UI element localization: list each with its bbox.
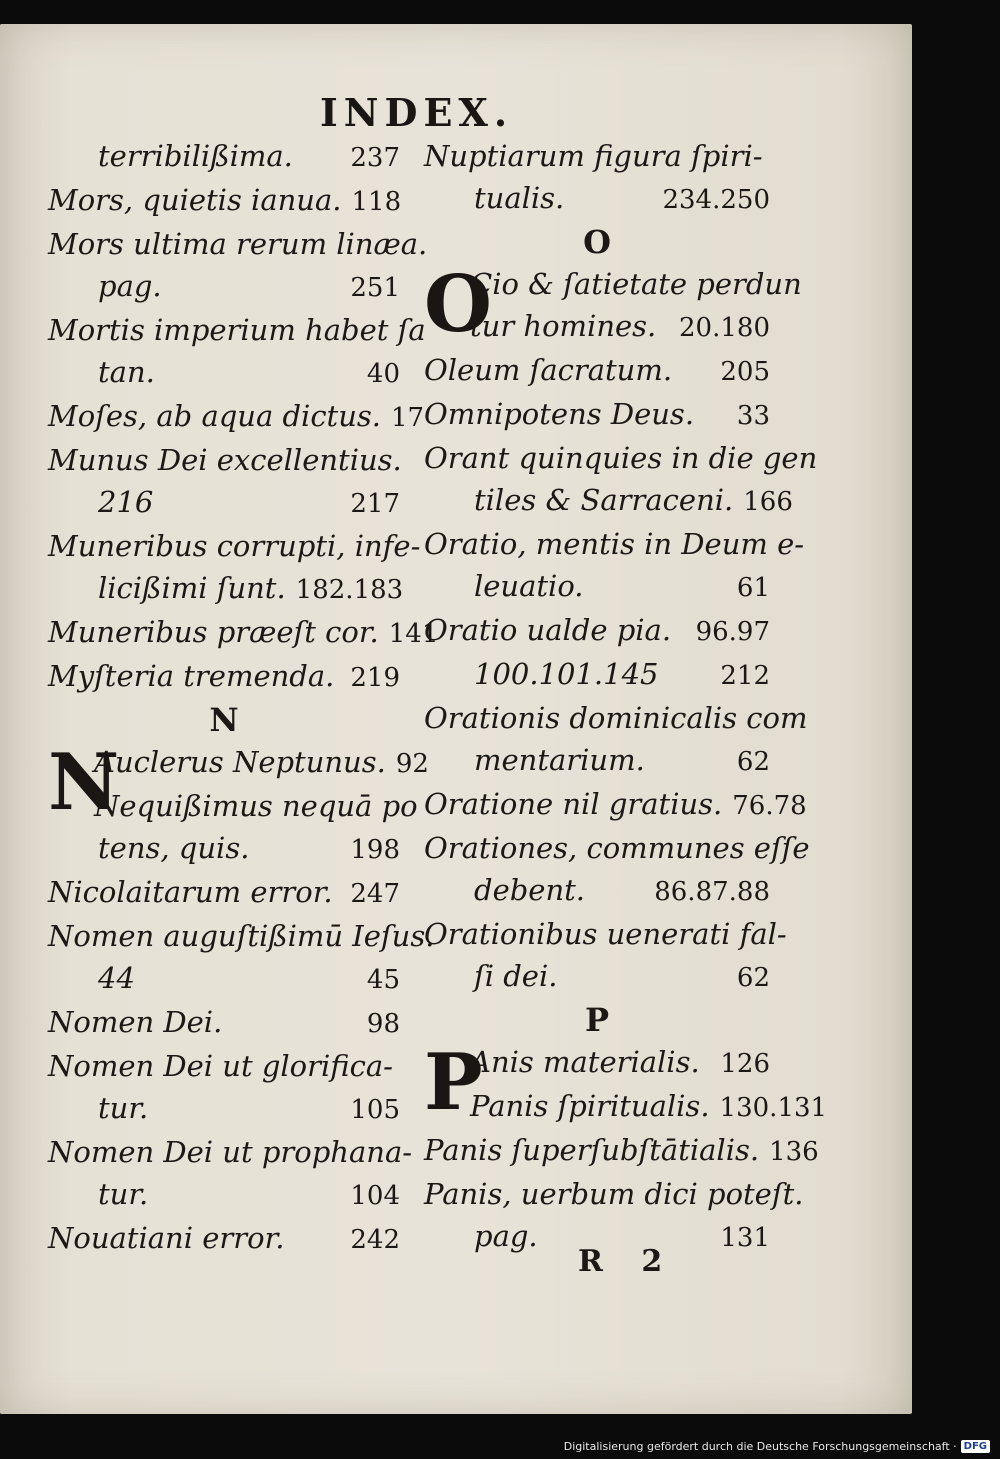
entry-text: Panis, uerbum dici poteſt. <box>424 1177 804 1211</box>
entry-text: debent. <box>474 873 586 907</box>
index-entry <box>424 565 770 609</box>
entry-pages: 86.87.88 <box>654 877 770 907</box>
entry-text: tens, quis. <box>98 831 250 865</box>
index-entry <box>48 567 404 611</box>
entry-pages: 45 <box>366 965 400 995</box>
entry-pages: 126 <box>720 1049 770 1079</box>
entry-text: mentarium. <box>474 743 645 777</box>
entry-pages: 141 <box>388 619 439 649</box>
entry-pages: 136 <box>769 1137 819 1167</box>
dfg-logo-icon: DFG <box>961 1440 990 1453</box>
index-entry <box>424 913 787 955</box>
entry-pages: 251 <box>350 273 400 303</box>
entry-pages: 247 <box>350 879 400 909</box>
entry-text: Orationis dominicalis com <box>424 701 808 735</box>
entry-text: Nomen Dei. <box>48 1005 223 1039</box>
entry-text: tur. <box>98 1091 149 1125</box>
entry-pages: 130.131 <box>719 1093 828 1123</box>
index-entry <box>48 655 400 699</box>
entry-text: Orationes, communes eſſe <box>424 831 810 865</box>
index-entry <box>424 739 770 783</box>
signature-mark: R 2 <box>578 1244 677 1279</box>
entry-pages: 62 <box>736 747 770 777</box>
index-column-left <box>48 135 439 1261</box>
index-entry <box>424 827 810 869</box>
entry-text: Myſteria tremenda. <box>48 659 335 693</box>
index-entry <box>48 265 400 309</box>
index-entry <box>48 957 400 1001</box>
page-header: INDEX. <box>320 90 514 135</box>
section-letter: O <box>583 223 611 261</box>
entry-text: Mors, quietis ianua. <box>48 183 342 217</box>
entry-text: Nouatiani error. <box>48 1221 285 1255</box>
entry-text: Nomen auguſtißimū Ieſus. <box>48 919 435 953</box>
entry-text: Panis ſuperſubſtātialis. <box>424 1133 760 1167</box>
index-entry <box>48 611 439 655</box>
entry-text: Munus Dei excellentius. <box>48 443 402 477</box>
index-entry <box>424 1129 819 1173</box>
entry-pages: 105 <box>350 1095 400 1125</box>
index-entry <box>424 177 770 221</box>
entry-pages: 212 <box>720 661 770 691</box>
entry-pages: 76.78 <box>732 791 807 821</box>
index-entry <box>424 869 770 913</box>
index-entry <box>48 871 400 915</box>
entry-text: 100.101.145 <box>474 657 659 691</box>
index-entry <box>48 481 400 525</box>
index-entry <box>48 1131 413 1173</box>
entry-text: Orant quinquies in die gen <box>424 441 818 475</box>
index-entry <box>48 135 400 179</box>
entry-text: Mors ultima rerum linæa. <box>48 227 428 261</box>
index-entry <box>48 179 400 223</box>
entry-pages: 92 <box>395 749 429 779</box>
entry-pages: 118 <box>351 187 402 217</box>
entry-text: Oratio, mentis in Deum e- <box>424 527 805 561</box>
entry-text: tur. <box>98 1177 149 1211</box>
entry-text: 44 <box>98 961 135 995</box>
entry-pages: 131 <box>720 1223 770 1253</box>
entry-text: Oratio ualde pia. <box>424 613 672 647</box>
index-entry <box>424 393 770 437</box>
index-entry <box>424 609 770 653</box>
entry-pages: 20.180 <box>679 313 770 343</box>
entry-pages: 198 <box>350 835 400 865</box>
entry-text: Auclerus Neptunus. <box>94 745 386 779</box>
index-entry <box>48 1001 400 1045</box>
entry-text: Nomen Dei ut glorifica- <box>48 1049 393 1083</box>
entry-text: Nicolaitarum error. <box>48 875 333 909</box>
entry-pages: 61 <box>736 573 770 603</box>
dropcap-letter: N <box>48 737 120 828</box>
index-entry <box>424 437 818 479</box>
index-entry <box>424 697 808 739</box>
footer-credit <box>564 1440 990 1453</box>
index-entry <box>48 439 400 481</box>
entry-text: Panis ſpiritualis. <box>470 1089 710 1123</box>
index-entry <box>48 1217 400 1261</box>
entry-text: Oratione nil gratius. <box>424 787 723 821</box>
entry-pages: 96.97 <box>695 617 770 647</box>
index-entry <box>48 1087 400 1131</box>
entry-pages: 205 <box>720 357 770 387</box>
index-entry <box>48 1045 400 1087</box>
entry-text: tur homines. <box>470 309 657 343</box>
entry-text: Mortis imperium habet ſa <box>48 313 426 347</box>
entry-pages: 98 <box>366 1009 400 1039</box>
index-entry <box>48 1173 400 1217</box>
index-entry <box>424 653 770 697</box>
entry-text: Orationibus uenerati fal- <box>424 917 787 951</box>
index-entry <box>424 1173 804 1215</box>
section-letter: N <box>209 701 239 739</box>
entry-pages: 242 <box>350 1225 400 1255</box>
entry-text: Omnipotens Deus. <box>424 397 695 431</box>
entry-pages: 33 <box>736 401 770 431</box>
entry-text: leuatio. <box>474 569 584 603</box>
index-entry <box>424 955 770 999</box>
entry-pages: 104 <box>350 1181 400 1211</box>
dropcap-letter: O <box>424 259 492 350</box>
entry-pages: 182.183 <box>295 575 404 605</box>
entry-text: Nomen Dei ut prophana- <box>48 1135 413 1169</box>
entry-text: Cio & ſatietate perdun <box>470 267 802 301</box>
entry-text: licißimi ſunt. <box>98 571 286 605</box>
index-entry <box>424 479 793 523</box>
entry-text: pag. <box>98 269 162 303</box>
index-column-right <box>424 135 828 1259</box>
entry-text: Muneribus præeſt cor. <box>48 615 379 649</box>
index-entry <box>424 523 805 565</box>
entry-pages: 219 <box>350 663 400 693</box>
index-entry <box>424 135 770 177</box>
dropcap-block <box>424 1037 828 1129</box>
entry-text: Oleum ſacratum. <box>424 353 673 387</box>
entry-text: tiles & Sarraceni. <box>474 483 734 517</box>
entry-text: 216 <box>98 485 154 519</box>
entry-pages: 17 <box>391 403 425 433</box>
dropcap-block <box>424 259 802 350</box>
footer-text: Digitalisierung gefördert durch die Deutsche Forschungsgemeinschaft · <box>563 1440 957 1453</box>
entry-pages: 62 <box>736 963 770 993</box>
entry-text: Nuptiarum figura ſpiri- <box>424 139 763 173</box>
dropcap-letter: P <box>424 1037 483 1128</box>
index-entry <box>48 525 421 567</box>
entry-text: Moſes, ab aqua dictus. <box>48 399 381 433</box>
entry-pages: 40 <box>366 359 400 389</box>
index-entry <box>48 915 435 957</box>
entry-pages: 237 <box>350 143 400 173</box>
index-entry <box>48 223 428 265</box>
entry-text: tualis. <box>474 181 565 215</box>
entry-pages: 217 <box>350 489 400 519</box>
entry-text: Muneribus corrupti, infe- <box>48 529 421 563</box>
entry-text: pag. <box>474 1219 538 1253</box>
entry-text: Nequißimus nequā po <box>94 789 418 823</box>
entry-text: ſi dei. <box>474 959 558 993</box>
entry-text: terribilißima. <box>98 139 293 173</box>
index-entry <box>48 827 400 871</box>
entry-text: tan. <box>98 355 155 389</box>
index-entry <box>48 309 426 351</box>
index-entry <box>48 395 425 439</box>
index-entry <box>48 351 400 395</box>
dropcap-block <box>48 737 429 828</box>
entry-pages: 234.250 <box>662 185 770 215</box>
entry-pages: 166 <box>743 487 793 517</box>
entry-text: Anis materialis. <box>470 1045 700 1079</box>
index-entry <box>424 783 807 827</box>
index-entry <box>424 349 770 393</box>
section-letter: P <box>584 1001 610 1039</box>
